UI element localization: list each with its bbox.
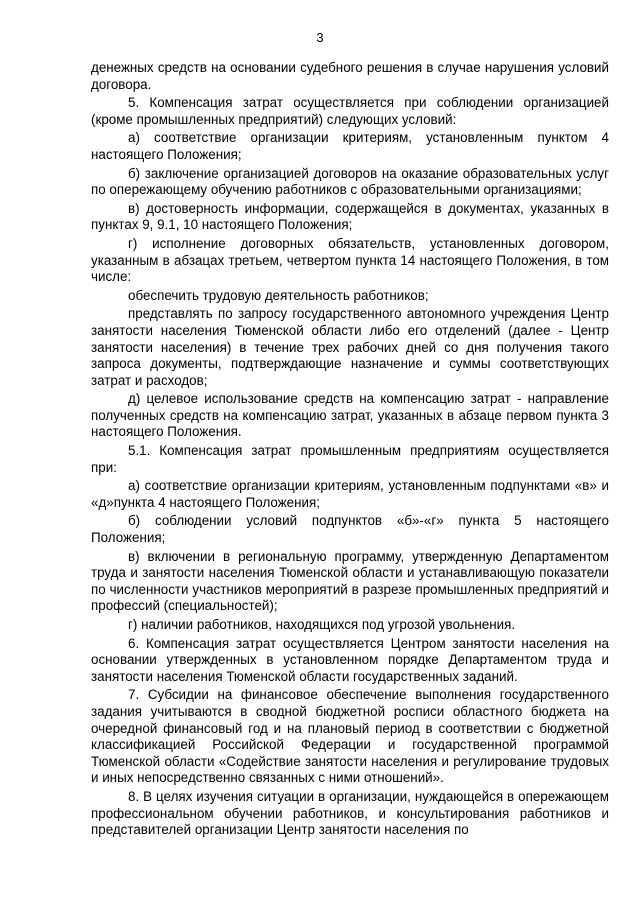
paragraph: б) заключение организацией договоров на оказание образовательных услуг по опережающему обучению работников с образовательными организациями; (91, 165, 609, 198)
paragraph: представлять по запросу государственного автономного учреждения Центр занятости населения Тюменской области либо его отделений (далее - Центр занятости населения) в течение трех рабочих дней со дня получения такого запроса документы, подтверждающие назначение и суммы соответствующих затрат и расходов; (91, 306, 609, 388)
paragraph: 5.1. Компенсация затрат промышленным предприятиям осуществляется при: (91, 443, 609, 475)
page-number: 3 (316, 30, 324, 45)
paragraph: в) включении в региональную программу, утвержденную Департаментом труда и занятости населения Тюменской области и устанавливающую показатели по численности участников мероприятий в разрезе промышленных предприятий и профессий (специальностей); (91, 548, 609, 614)
paragraph: б) соблюдении условий подпунктов «б»-«г» пункта 5 настоящего Положения; (91, 513, 609, 546)
paragraph: обеспечить трудовую деятельность работников; (128, 287, 429, 303)
paragraph: 5. Компенсация затрат осуществляется при соблюдении организацией (кроме промышленных предприятий) следующих условий: (91, 95, 609, 127)
paragraph: д) целевое использование средств на компенсацию затрат - направление полученных средств на компенсацию затрат, указанных в абзаце первом пункта 3 настоящего Положения. (91, 391, 609, 440)
document-body (91, 60, 609, 841)
paragraph: а) соответствие организации критериям, установленным пунктом 4 настоящего Положения; (91, 130, 609, 162)
paragraph: 7. Субсидии на финансовое обеспечение выполнения государственного задания учитываются в сводной бюджетной росписи областного бюджета на очередной финансовый год и на плановый период в соответствии с бюджетной классификацией Российской Федерации и государственной программой Тюменской области «Содействие занятости населения и регулирование трудовых и иных непосредственно связанных с ними отношений». (91, 687, 609, 786)
paragraph: г) исполнение договорных обязательств, установленных договором, указанным в абзацах третьем, четвертом пункта 14 настоящего Положения, в том числе: (91, 235, 609, 285)
paragraph: а) соответствие организации критериям, установленным подпунктами «в» и «д»пункта 4 настоящего Положения; (91, 478, 609, 510)
paragraph: в) достоверность информации, содержащейся в документах, указанных в пунктах 9, 9.1, 10 настоящего Положения; (91, 200, 609, 233)
paragraph: 6. Компенсация затрат осуществляется Центром занятости населения на основании утвержденных в установленном порядке Департаментом труда и занятости населения Тюменской области государственных заданий. (91, 635, 609, 684)
paragraph: денежных средств на основании судебного решения в случае нарушения условий договора. (91, 60, 609, 92)
paragraph: 8. В целях изучения ситуации в организации, нуждающейся в опережающем профессиональном обучении работников, и консультирования работников и представителей организации Центр занятости населения по (91, 788, 609, 838)
paragraph: г) наличии работников, находящихся под угрозой увольнения. (128, 617, 516, 632)
